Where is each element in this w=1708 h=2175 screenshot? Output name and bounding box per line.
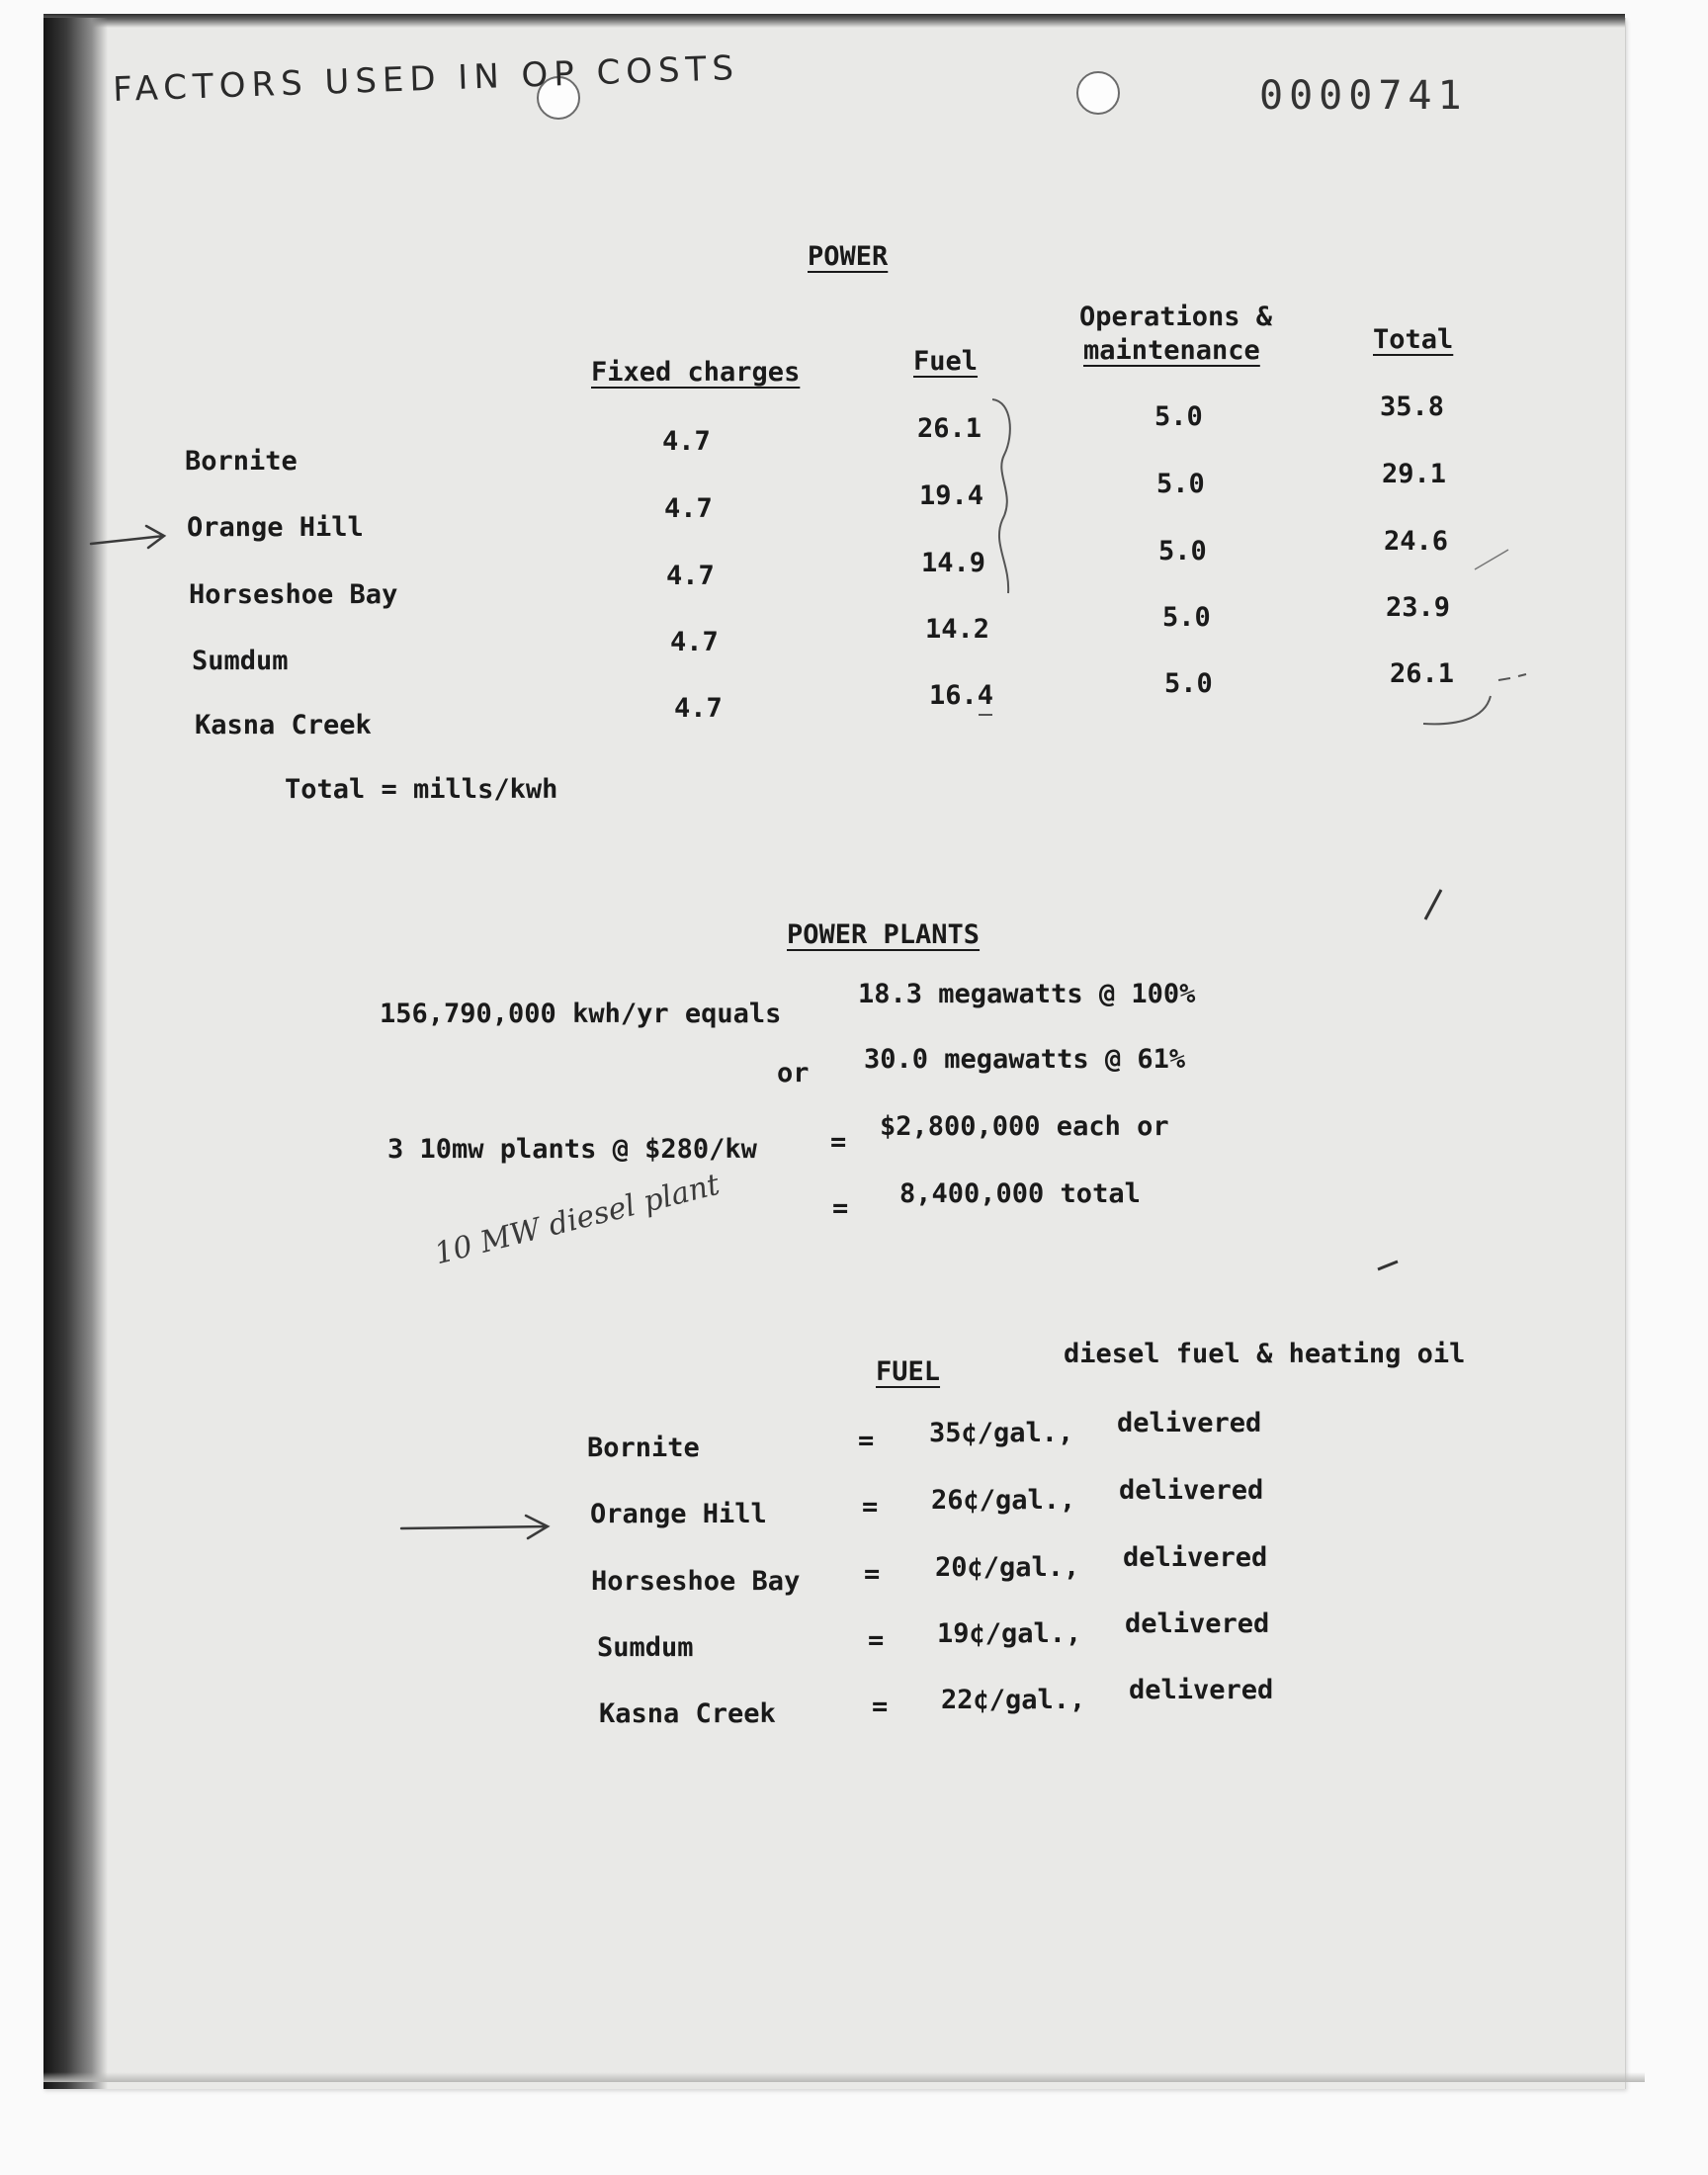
punch-hole-right xyxy=(1076,71,1120,115)
fuel-row-site: Horseshoe Bay xyxy=(591,1566,801,1597)
power-row-fixed: 4.7 xyxy=(662,426,711,457)
fuel-row-terms: delivered xyxy=(1129,1675,1274,1705)
fuel-row-site: Orange Hill xyxy=(590,1499,767,1529)
bracket-mark-icon xyxy=(1415,656,1534,736)
handwritten-plant-note: 10 MW diesel plant xyxy=(431,1167,724,1272)
plants-line1-left: 156,790,000 kwh/yr equals xyxy=(380,999,782,1029)
fuel-row-equals: = xyxy=(862,1492,879,1522)
power-row-total: 35.8 xyxy=(1380,392,1445,422)
power-row-fixed: 4.7 xyxy=(664,493,713,524)
fuel-row-equals: = xyxy=(872,1692,889,1722)
arrow-right-icon xyxy=(399,1513,554,1542)
power-row-site: Kasna Creek xyxy=(195,710,372,740)
underline-mark-icon xyxy=(979,712,994,718)
power-row-om: 5.0 xyxy=(1158,536,1207,566)
col-header-fixed-charges: Fixed charges xyxy=(591,357,801,388)
plants-line4-right: 8,400,000 total xyxy=(899,1178,1141,1209)
fuel-row-site: Kasna Creek xyxy=(599,1698,776,1729)
plants-line3-right: $2,800,000 each or xyxy=(880,1111,1169,1142)
power-heading: POWER xyxy=(808,241,889,272)
ink-dot-icon xyxy=(1374,1256,1404,1275)
fuel-row-equals: = xyxy=(868,1625,885,1656)
document-number: 0000741 xyxy=(1259,73,1468,119)
plants-line2-right: 30.0 megawatts @ 61% xyxy=(864,1044,1186,1075)
fuel-row-price: 26¢/gal., xyxy=(931,1485,1076,1516)
power-row-site: Bornite xyxy=(185,446,298,477)
power-row-fuel: 14.9 xyxy=(921,548,986,578)
fuel-row-equals: = xyxy=(858,1426,875,1456)
fuel-row-site: Sumdum xyxy=(597,1632,694,1663)
fuel-row-site: Bornite xyxy=(587,1433,700,1463)
tick-mark-icon xyxy=(1473,546,1512,575)
power-row-fixed: 4.7 xyxy=(674,693,723,724)
page-binding-shadow xyxy=(43,18,108,2089)
power-row-site: Horseshoe Bay xyxy=(189,579,398,610)
fuel-row-equals: = xyxy=(864,1559,881,1590)
power-row-site: Orange Hill xyxy=(187,512,364,543)
fuel-row-terms: delivered xyxy=(1119,1475,1264,1506)
fuel-row-price: 19¢/gal., xyxy=(937,1618,1082,1649)
page-top-edge xyxy=(43,14,1625,28)
arrow-right-icon xyxy=(89,524,168,554)
fuel-row-terms: delivered xyxy=(1123,1542,1268,1573)
power-row-fuel: 14.2 xyxy=(925,614,990,645)
plants-line3-left: 3 10mw plants @ $280/kw xyxy=(387,1134,757,1165)
col-header-om-line2: maintenance xyxy=(1083,335,1260,366)
power-row-om: 5.0 xyxy=(1154,401,1203,432)
plants-line3-equals: = xyxy=(830,1127,847,1158)
plants-line2-left: or xyxy=(777,1058,810,1088)
power-row-total: 29.1 xyxy=(1382,459,1447,489)
fuel-subheading: diesel fuel & heating oil xyxy=(1064,1339,1466,1369)
power-row-fuel: 16.4 xyxy=(929,680,994,711)
col-header-om-line1: Operations & xyxy=(1079,302,1273,332)
power-plants-heading: POWER PLANTS xyxy=(787,919,981,950)
power-row-total: 24.6 xyxy=(1384,526,1449,557)
power-row-fuel: 19.4 xyxy=(919,480,984,511)
power-row-om: 5.0 xyxy=(1164,668,1213,699)
tick-mark-icon xyxy=(1419,886,1449,925)
page-bottom-edge xyxy=(43,2072,1645,2082)
power-row-om: 5.0 xyxy=(1162,602,1211,633)
fuel-row-terms: delivered xyxy=(1125,1609,1270,1639)
power-row-fuel: 26.1 xyxy=(917,413,982,444)
fuel-row-price: 35¢/gal., xyxy=(929,1418,1074,1448)
handwritten-title: FACTORS USED IN OP COSTS xyxy=(112,47,740,111)
power-row-om: 5.0 xyxy=(1156,469,1205,499)
fuel-row-terms: delivered xyxy=(1117,1408,1262,1438)
plants-line1-right: 18.3 megawatts @ 100% xyxy=(858,979,1196,1009)
power-row-total: 26.1 xyxy=(1390,658,1455,689)
power-row-site: Sumdum xyxy=(192,646,289,676)
power-row-total: 23.9 xyxy=(1386,592,1451,623)
fuel-heading: FUEL xyxy=(876,1356,941,1387)
brace-mark-icon xyxy=(988,395,1028,613)
fuel-row-price: 20¢/gal., xyxy=(935,1552,1080,1583)
fuel-row-price: 22¢/gal., xyxy=(941,1685,1086,1715)
col-header-fuel: Fuel xyxy=(913,346,979,377)
plants-line4-equals: = xyxy=(832,1193,849,1224)
col-header-total: Total xyxy=(1373,324,1454,355)
power-units-note: Total = mills/kwh xyxy=(285,774,558,805)
power-row-fixed: 4.7 xyxy=(666,561,715,591)
power-row-fixed: 4.7 xyxy=(670,627,719,657)
